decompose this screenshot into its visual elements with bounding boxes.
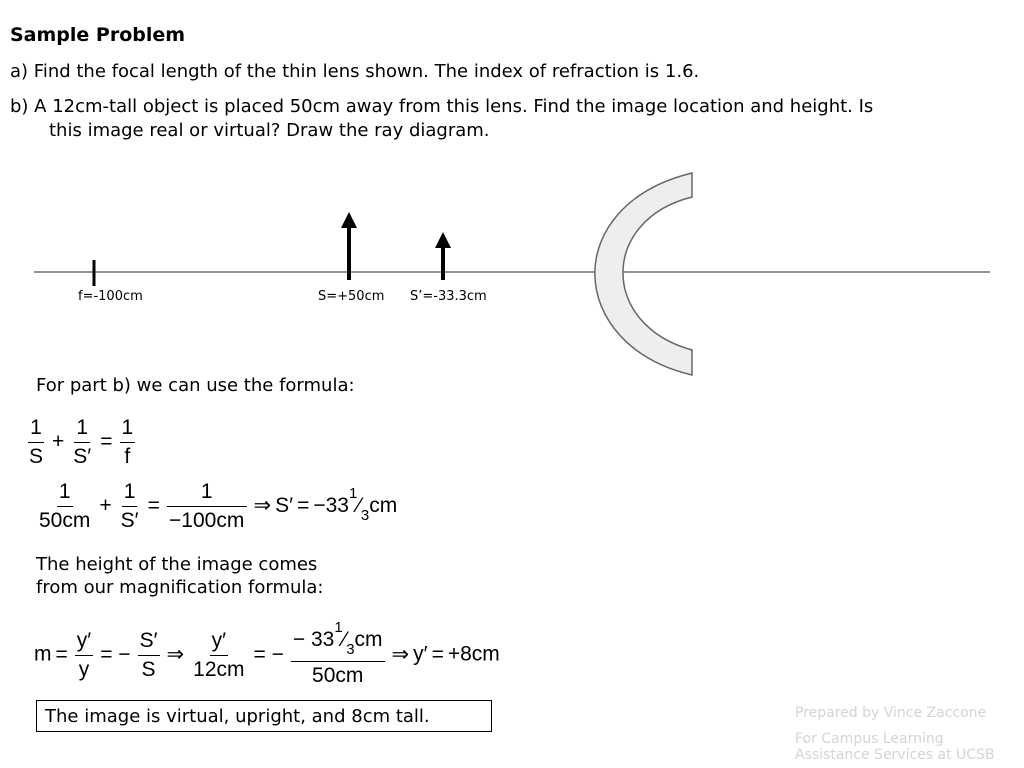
- lens-shape: [595, 173, 692, 375]
- magnification-equation: m = $\frac{y'}{y}$ = − $\frac{S'}{S}$ ⇒ $\frac{y'}{12cm}$ = − $\frac{- 33^1⁄_3cm}{50cm}$ ⇒ y′ = +8cm: [34, 619, 500, 688]
- conclusion-text: The image is virtual, upright, and 8cm tall.: [45, 706, 430, 727]
- object-label: S=+50cm: [318, 289, 385, 304]
- credit-affiliation: For Campus Learning Assistance Services at UCSB: [795, 731, 995, 763]
- height-intro: The height of the image comes from our magnification formula:: [36, 554, 324, 598]
- lens-diagram: [0, 160, 1024, 390]
- problem-part-b: [10, 95, 1000, 143]
- lens-equation: $\frac{1}{S}$ + $\frac{1}{S'}$ = $\frac{1}{f}$: [29, 416, 134, 468]
- credit-author: Prepared by Vince Zaccone: [795, 705, 987, 721]
- image-arrow-head: [435, 232, 451, 248]
- lens-equation-solved: $\frac{1}{50cm}$ + $\frac{1}{S'}$ = $\frac{1}{-100cm}$ ⇒ $S' = -33^1⁄_3cm$: [39, 480, 398, 532]
- image-label: S’=-33.3cm: [410, 289, 487, 304]
- mixed-fraction: $^1⁄_3$: [348, 485, 370, 525]
- page-title: Sample Problem: [10, 24, 186, 46]
- problem-part-b-line1: b) A 12cm-tall object is placed 50cm away from this lens. Find the image location and height. Is: [10, 96, 874, 117]
- fraction-1-over-S: $\frac{1}{S}$: [29, 416, 44, 468]
- focal-label: f=-100cm: [78, 289, 143, 304]
- conclusion-box: [36, 700, 492, 732]
- problem-part-b-line2: this image real or virtual? Draw the ray diagram.: [49, 120, 490, 141]
- problem-part-a: a) Find the focal length of the thin lens shown. The index of refraction is 1.6.: [10, 61, 700, 82]
- formula-intro: For part b) we can use the formula:: [36, 375, 355, 396]
- fraction-1-over-Sprime: $\frac{1}{S'}$: [73, 416, 92, 468]
- object-arrow-head: [341, 212, 357, 228]
- fraction-1-over-f: $\frac{1}{f}$: [121, 416, 134, 468]
